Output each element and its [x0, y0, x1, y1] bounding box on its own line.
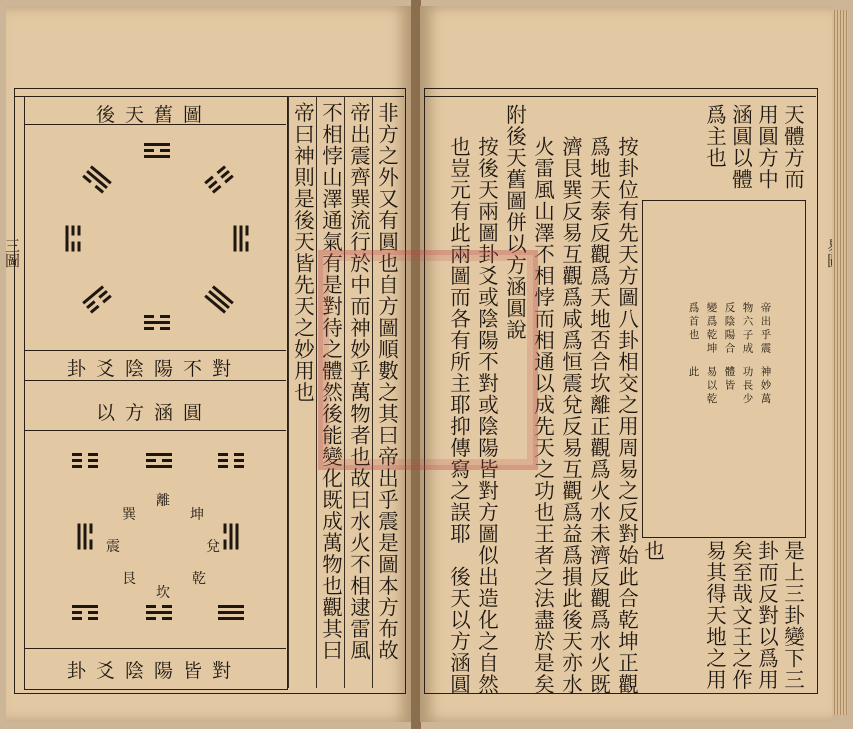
diagram3-title: 以方涵圓 — [95, 402, 212, 424]
text-column: 矣至哉文王之作 — [728, 540, 753, 691]
text-column: 用圓方中 — [754, 104, 779, 190]
trigram-li-icon — [144, 140, 170, 161]
note-column: 此 — [687, 366, 700, 380]
note-column: 功長少 — [741, 366, 754, 407]
text-column: 不相悖山澤通氣有是對待之體然後能變化既成萬物也觀其曰 — [318, 102, 343, 661]
diagram3-label: 坎 — [156, 585, 170, 601]
text-column: 爲地天泰反觀爲天地否合坎離正觀爲火水未濟反觀爲水火既 — [586, 136, 611, 695]
text-column: 非方之外又有圓也自方圖順數之其曰帝出乎震是圖本方布故 — [374, 102, 399, 661]
text-column: 帝曰神則是後天皆先天之妙用也 — [290, 102, 315, 403]
trigram-grid-icon — [72, 602, 98, 623]
trigram-dui-icon — [231, 226, 252, 252]
trigram-grid-icon — [146, 450, 172, 471]
diagram3-label: 兌 — [206, 539, 220, 555]
diagram3-label: 坤 — [190, 507, 204, 523]
diagram2-caption: 卦爻陰陽不對 — [66, 358, 241, 380]
diagram1-title: 後天舊圖 — [95, 104, 212, 126]
page-edges — [832, 10, 848, 715]
text-column: 火雷風山澤不相悖而相通以成先天之功也王者之法盡於是矣 — [530, 136, 555, 695]
diagram3-label: 艮 — [122, 571, 136, 587]
text-column: 按卦位有先天方圖八卦相交之用周易之反對始此合乾坤正觀 — [614, 136, 639, 695]
trigram-zhen-icon — [63, 226, 84, 252]
note-column: 易以乾 — [705, 366, 718, 407]
note-column: 帝出乎震 — [759, 302, 772, 356]
note-column: 神妙萬 — [759, 366, 772, 407]
note-column: 變爲乾坤 — [705, 302, 718, 356]
trigram-grid-icon — [218, 450, 244, 471]
trigram-grid-icon — [75, 524, 96, 550]
diagram3-label: 震 — [106, 539, 120, 555]
trigram-grid-icon — [72, 450, 98, 471]
trigram-grid-icon — [221, 524, 242, 550]
text-column: 易其得天地之用 — [702, 540, 727, 691]
diagram3-label: 離 — [156, 493, 170, 509]
text-column: 爲主也 — [702, 104, 727, 169]
text-column: 按後天兩圖卦爻或陰陽不對或陰陽皆對方圖似出造化之自然 — [474, 136, 499, 695]
note-column: 爲首也 — [687, 302, 700, 343]
text-column: 也 — [640, 540, 665, 562]
trigram-grid-icon — [146, 602, 172, 623]
section-heading: 附後天舊圖併以方涵圓說 — [502, 104, 527, 341]
page-spine-label: 三圖 — [3, 238, 21, 268]
trigram-grid-icon — [218, 602, 244, 623]
note-column: 物六子成 — [741, 302, 754, 356]
note-column: 反陰陽合 — [723, 302, 736, 356]
text-column: 天體方而 — [780, 104, 805, 190]
text-column: 濟艮巽反易互觀爲咸爲恒震兌反易互觀爲益爲損此後天亦水 — [558, 136, 583, 695]
diagram3-label: 乾 — [192, 571, 206, 587]
diagram3-label: 巽 — [122, 507, 136, 523]
red-seal-stamp — [318, 250, 538, 470]
diagram3-caption: 卦爻陰陽皆對 — [66, 660, 241, 682]
text-column: 卦而反對以爲用 — [754, 540, 779, 691]
text-column: 是上三卦變下三 — [780, 540, 805, 691]
text-column: 帝出震齊巽流行於中而神妙乎萬物者也故曰水火不相逮雷風 — [346, 102, 371, 661]
text-column: 也豈元有此兩圖而各有所主耶抑傳寫之誤耶 後天以方涵圓 — [446, 136, 471, 695]
text-column: 涵圓以體 — [728, 104, 753, 190]
trigram-kan-icon — [144, 312, 170, 333]
note-column: 體皆 — [723, 366, 736, 393]
